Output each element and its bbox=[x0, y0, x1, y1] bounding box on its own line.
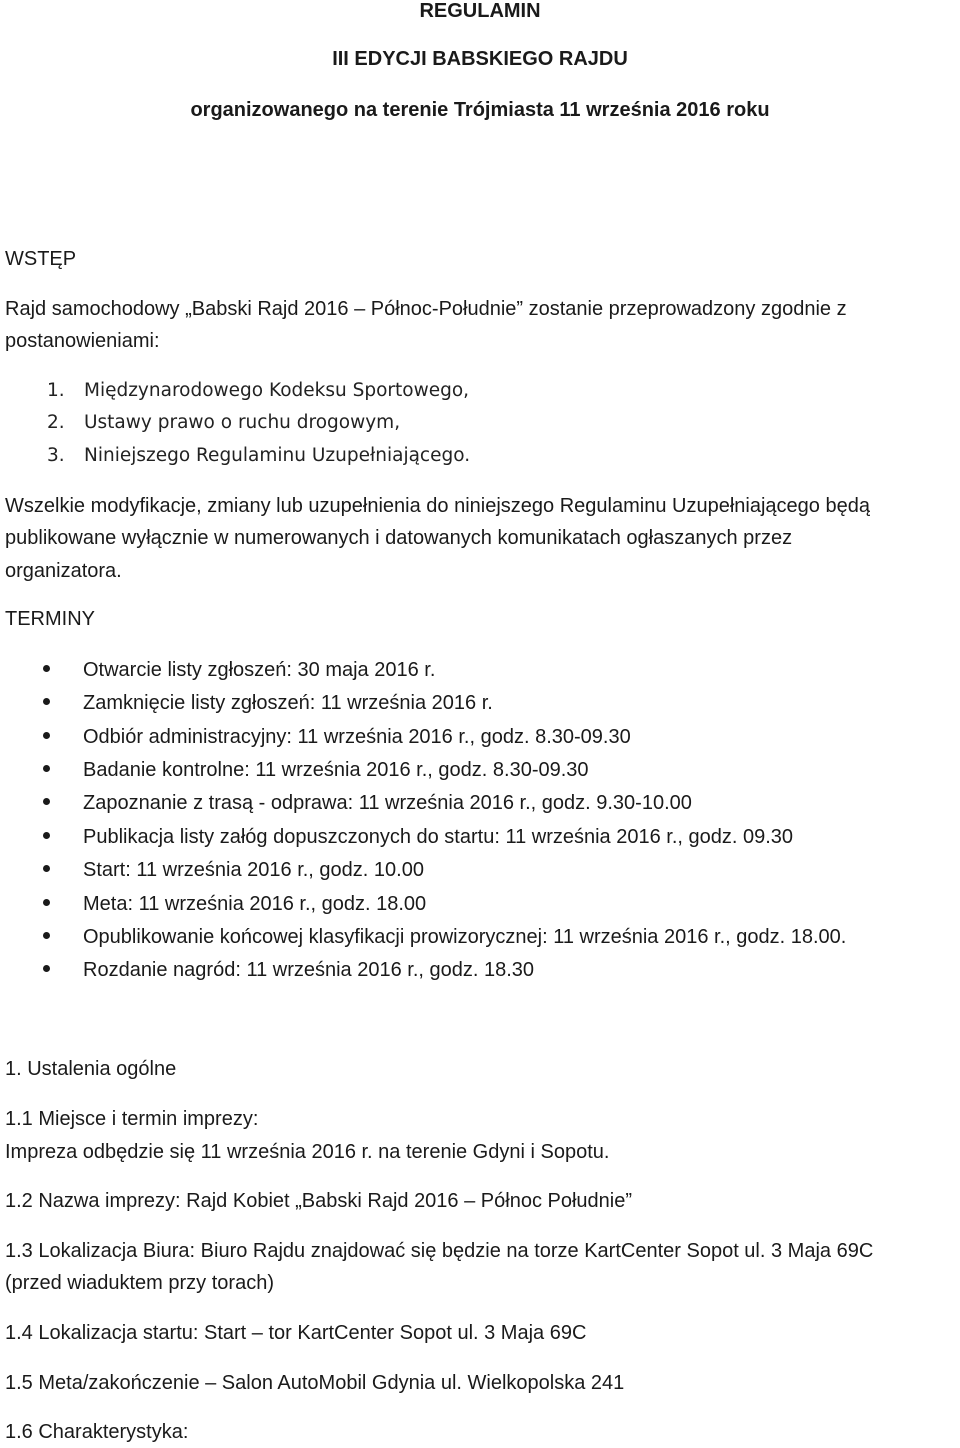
bullet-icon bbox=[43, 932, 50, 939]
list-text: Niniejszego Regulaminu Uzupełniającego. bbox=[84, 445, 471, 466]
bullet-icon bbox=[43, 698, 50, 705]
section-heading-terms: TERMINY bbox=[5, 608, 95, 630]
subsection-event-name: 1.2 Nazwa imprezy: Rajd Kobiet „Babski Rajd 2016 – Północ Południe” bbox=[5, 1190, 633, 1212]
terms-list-item: Opublikowanie końcowej klasyfikacji prowizorycznej: 11 września 2016 r., godz. 18.00. bbox=[43, 925, 846, 949]
terms-list-item: Start: 11 września 2016 r., godz. 10.00 bbox=[43, 858, 424, 882]
subsection-text: Impreza odbędzie się 11 września 2016 r. na terenie Gdyni i Sopotu. bbox=[5, 1141, 610, 1163]
terms-list-item: Meta: 11 września 2016 r., godz. 18.00 bbox=[43, 892, 426, 916]
bullet-icon bbox=[43, 798, 50, 805]
modifications-paragraph-line: Wszelkie modyfikacje, zmiany lub uzupełnienia do niniejszego Regulaminu Uzupełniającego będą bbox=[5, 495, 870, 517]
list-number: 3. bbox=[47, 445, 65, 466]
bullet-icon bbox=[43, 665, 50, 672]
bullet-icon bbox=[43, 865, 50, 872]
list-number: 2. bbox=[47, 412, 65, 433]
subsection-start-location: 1.4 Lokalizacja startu: Start – tor KartCenter Sopot ul. 3 Maja 69C bbox=[5, 1322, 587, 1344]
document-subtitle-event: organizowanego na terenie Trójmiasta 11 września 2016 roku bbox=[190, 99, 770, 121]
terms-list-item: Zamknięcie listy zgłoszeń: 11 września 2016 r. bbox=[43, 691, 493, 715]
modifications-paragraph-line: publikowane wyłącznie w numerowanych i datowanych komunikatach ogłaszanych przez bbox=[5, 527, 793, 549]
document-subtitle: III EDYCJI BABSKIEGO RAJDU bbox=[332, 48, 628, 70]
numbered-list-item bbox=[47, 411, 400, 435]
terms-list-item: Badanie kontrolne: 11 września 2016 r., godz. 8.30-09.30 bbox=[43, 758, 589, 782]
bullet-icon bbox=[43, 765, 50, 772]
bullet-icon bbox=[43, 832, 50, 839]
numbered-list-item bbox=[47, 444, 470, 468]
bullet-icon bbox=[43, 732, 50, 739]
bullet-icon bbox=[43, 965, 50, 972]
terms-list-item: Rozdanie nagród: 11 września 2016 r., godz. 18.30 bbox=[43, 958, 534, 982]
subsection-title: 1.1 Miejsce i termin imprezy: bbox=[5, 1108, 259, 1130]
subsection-characteristics: 1.6 Charakterystyka: bbox=[5, 1421, 189, 1443]
terms-list-item: Zapoznanie z trasą - odprawa: 11 września 2016 r., godz. 9.30-10.00 bbox=[43, 791, 692, 815]
list-text: Ustawy prawo o ruchu drogowym, bbox=[84, 412, 401, 433]
terms-list-item: Publikacja listy załóg dopuszczonych do startu: 11 września 2016 r., godz. 09.30 bbox=[43, 825, 793, 849]
bullet-icon bbox=[43, 899, 50, 906]
modifications-paragraph-line: organizatora. bbox=[5, 560, 122, 582]
document-title: REGULAMIN bbox=[419, 0, 541, 22]
section-heading-general: 1. Ustalenia ogólne bbox=[5, 1058, 177, 1080]
subsection-office-location: 1.3 Lokalizacja Biura: Biuro Rajdu znajdować się będzie na torze KartCenter Sopot ul. 3 Maja 69C bbox=[5, 1240, 874, 1262]
subsection-office-location-note: (przed wiaduktem przy torach) bbox=[5, 1272, 274, 1294]
terms-list-item: Otwarcie listy zgłoszeń: 30 maja 2016 r. bbox=[43, 658, 435, 682]
terms-list-item: Odbiór administracyjny: 11 września 2016 r., godz. 8.30-09.30 bbox=[43, 725, 631, 749]
intro-paragraph-line: postanowieniami: bbox=[5, 330, 160, 352]
list-text: Międzynarodowego Kodeksu Sportowego, bbox=[84, 380, 470, 401]
intro-paragraph-line: Rajd samochodowy „Babski Rajd 2016 – Północ-Południe” zostanie przeprowadzony zgodnie z bbox=[5, 298, 847, 320]
section-heading-intro: WSTĘP bbox=[5, 248, 77, 270]
subsection-finish-location: 1.5 Meta/zakończenie – Salon AutoMobil Gdynia ul. Wielkopolska 241 bbox=[5, 1372, 625, 1394]
numbered-list-item bbox=[47, 379, 469, 403]
list-number: 1. bbox=[47, 380, 65, 401]
